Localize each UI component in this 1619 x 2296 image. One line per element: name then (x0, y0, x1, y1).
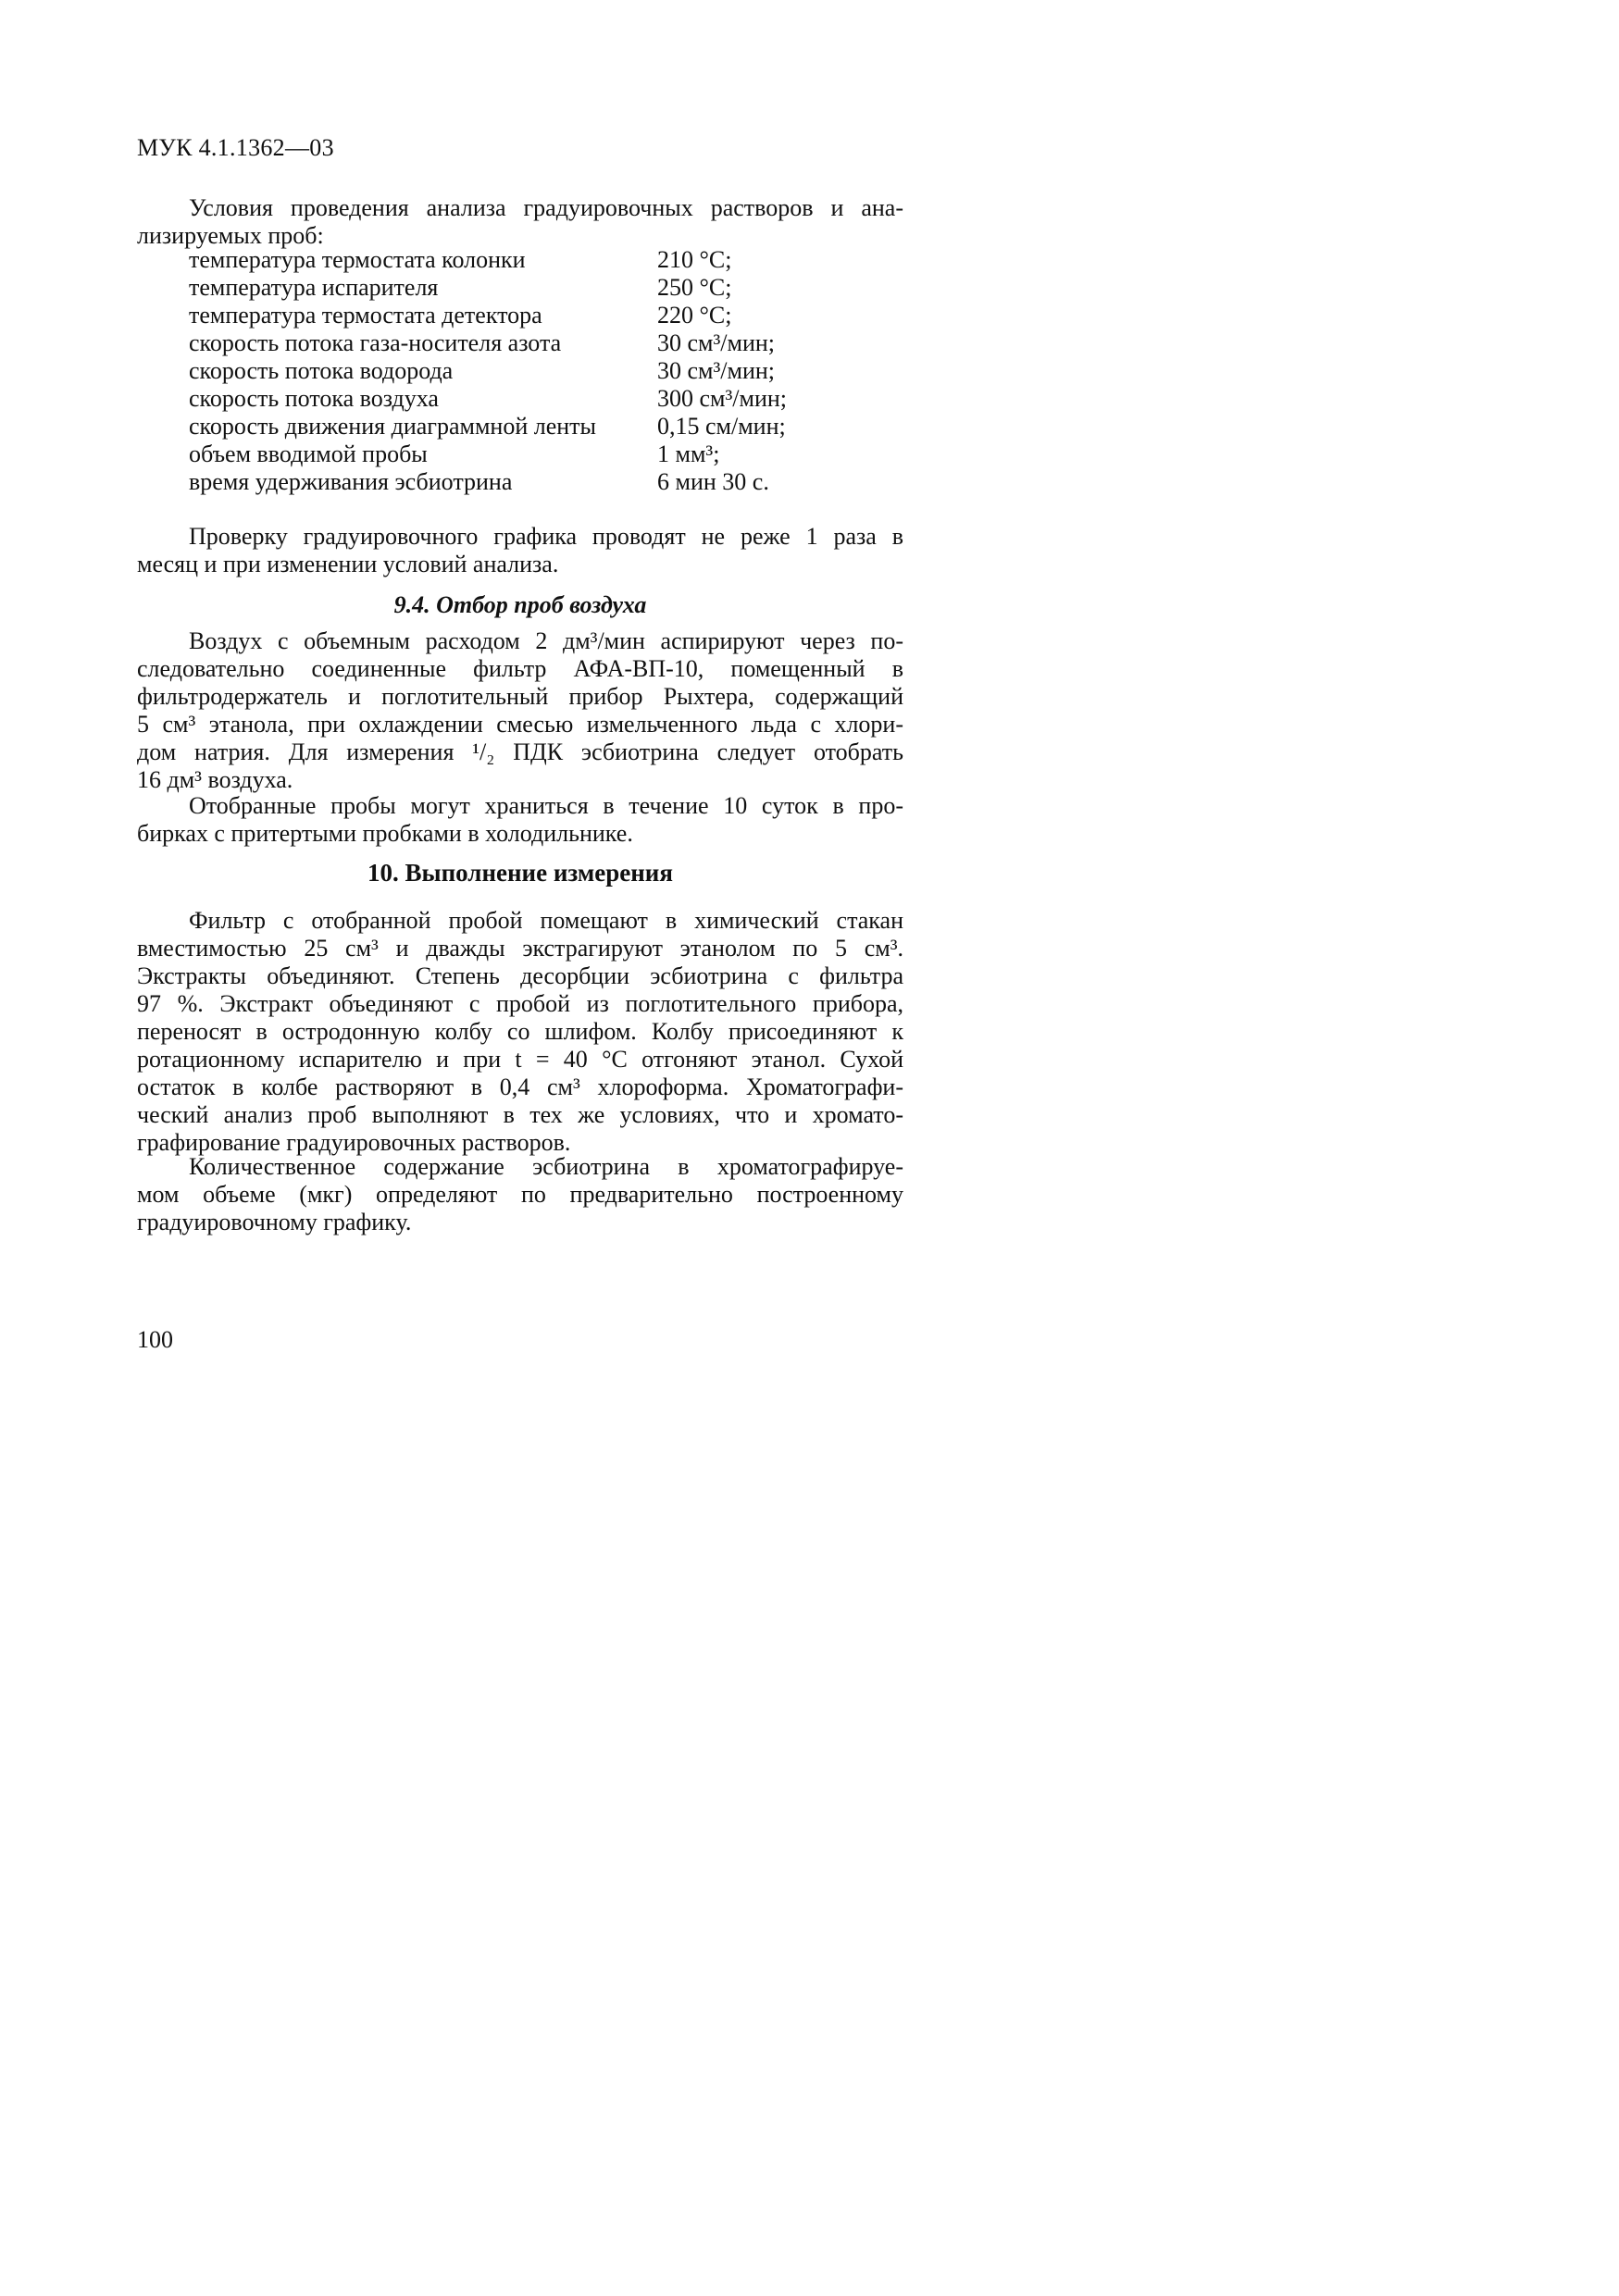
text-line: бирках с притертыми пробками в холодильнике. (137, 820, 633, 847)
condition-value: 210 °С; (657, 246, 732, 273)
text-line: градуировочному графику. (137, 1209, 412, 1235)
condition-value: 6 мин 30 с. (657, 468, 769, 495)
condition-parameter: температура термостата колонки (189, 246, 526, 273)
quantification-paragraph (137, 1153, 903, 1236)
text-line: переносят в остродонную колбу со шлифом. Колбу присоединяют к (137, 1018, 903, 1045)
text-line: следовательно соединенные фильтр АФА-ВП-10, помещенный в (137, 655, 903, 682)
text-line: ческий анализ проб выполняют в тех же условиях, что и хромато- (137, 1101, 903, 1128)
calibration-check-paragraph (137, 523, 903, 578)
condition-parameter: скорость потока воздуха (189, 385, 439, 412)
text-line: Воздух с объемным расходом 2 дм³/мин аспирируют через по- (189, 627, 903, 654)
condition-value: 250 °С; (657, 274, 732, 301)
condition-value: 0,15 см/мин; (657, 413, 786, 440)
text-line: фильтродержатель и поглотительный прибор Рыхтера, содержащий (137, 683, 903, 710)
text-line: Количественное содержание эсбиотрина в хроматографируе- (189, 1153, 903, 1180)
text-line: остаток в колбе растворяют в 0,4 см³ хлороформа. Хроматографи- (137, 1074, 903, 1100)
condition-value: 220 °С; (657, 302, 732, 329)
text-line: ротационному испарителю и при t = 40 °С отгоняют этанол. Сухой (137, 1046, 903, 1073)
text-line: мом объеме (мкг) определяют по предварительно построенному (137, 1181, 903, 1208)
condition-parameter: скорость потока газа-носителя азота (189, 329, 562, 356)
document-code-header: МУК 4.1.1362—03 (137, 134, 334, 161)
condition-parameter: скорость потока водорода (189, 357, 454, 384)
text-line: вместимостью 25 см³ и дважды экстрагируют этанолом по 5 см³. (137, 935, 903, 962)
text-line: 97 %. Экстракт объединяют с пробой из поглотительного прибора, (137, 990, 903, 1017)
condition-parameter: температура термостата детектора (189, 302, 542, 329)
conditions-intro-paragraph (137, 194, 903, 250)
text-line: Условия проведения анализа градуировочных растворов и ана- (189, 194, 903, 221)
text-line: лизируемых проб: (137, 222, 324, 249)
condition-parameter: объем вводимой пробы (189, 441, 428, 467)
text-line: 5 см³ этанола, при охлаждении смесью измельченного льда с хлори- (137, 711, 903, 738)
text-line: месяц и при изменении условий анализа. (137, 551, 559, 577)
text-line: 16 дм³ воздуха. (137, 766, 293, 793)
condition-value: 30 см³/мин; (657, 329, 776, 356)
condition-parameter: скорость движения диаграммной ленты (189, 413, 597, 440)
document-page (0, 0, 1020, 1446)
page-number: 100 (137, 1326, 173, 1353)
condition-value: 30 см³/мин; (657, 357, 776, 384)
condition-value: 300 см³/мин; (657, 385, 788, 412)
text-line: дом натрия. Для измерения ¹/₂ ПДК эсбиотрина следует отобрать (137, 738, 903, 765)
condition-parameter: время удерживания эсбиотрина (189, 468, 513, 495)
sample-storage-paragraph (137, 792, 903, 848)
air-sampling-paragraph (137, 627, 903, 794)
text-line: Экстракты объединяют. Степень десорбции эсбиотрина с фильтра (137, 962, 903, 989)
section-10-title: 10. Выполнение измерения (367, 859, 673, 887)
section-9-4-title: 9.4. Отбор проб воздуха (393, 591, 647, 618)
text-line: Отобранные пробы могут храниться в течение 10 суток в про- (189, 792, 903, 819)
measurement-paragraph (137, 907, 903, 1157)
text-line: Проверку градуировочного графика проводят не реже 1 раза в (189, 523, 903, 550)
text-line: Фильтр с отобранной пробой помещают в химический стакан (189, 907, 903, 934)
condition-parameter: температура испарителя (189, 274, 439, 301)
text-line: графирование градуировочных растворов. (137, 1129, 571, 1156)
condition-value: 1 мм³; (657, 441, 720, 467)
